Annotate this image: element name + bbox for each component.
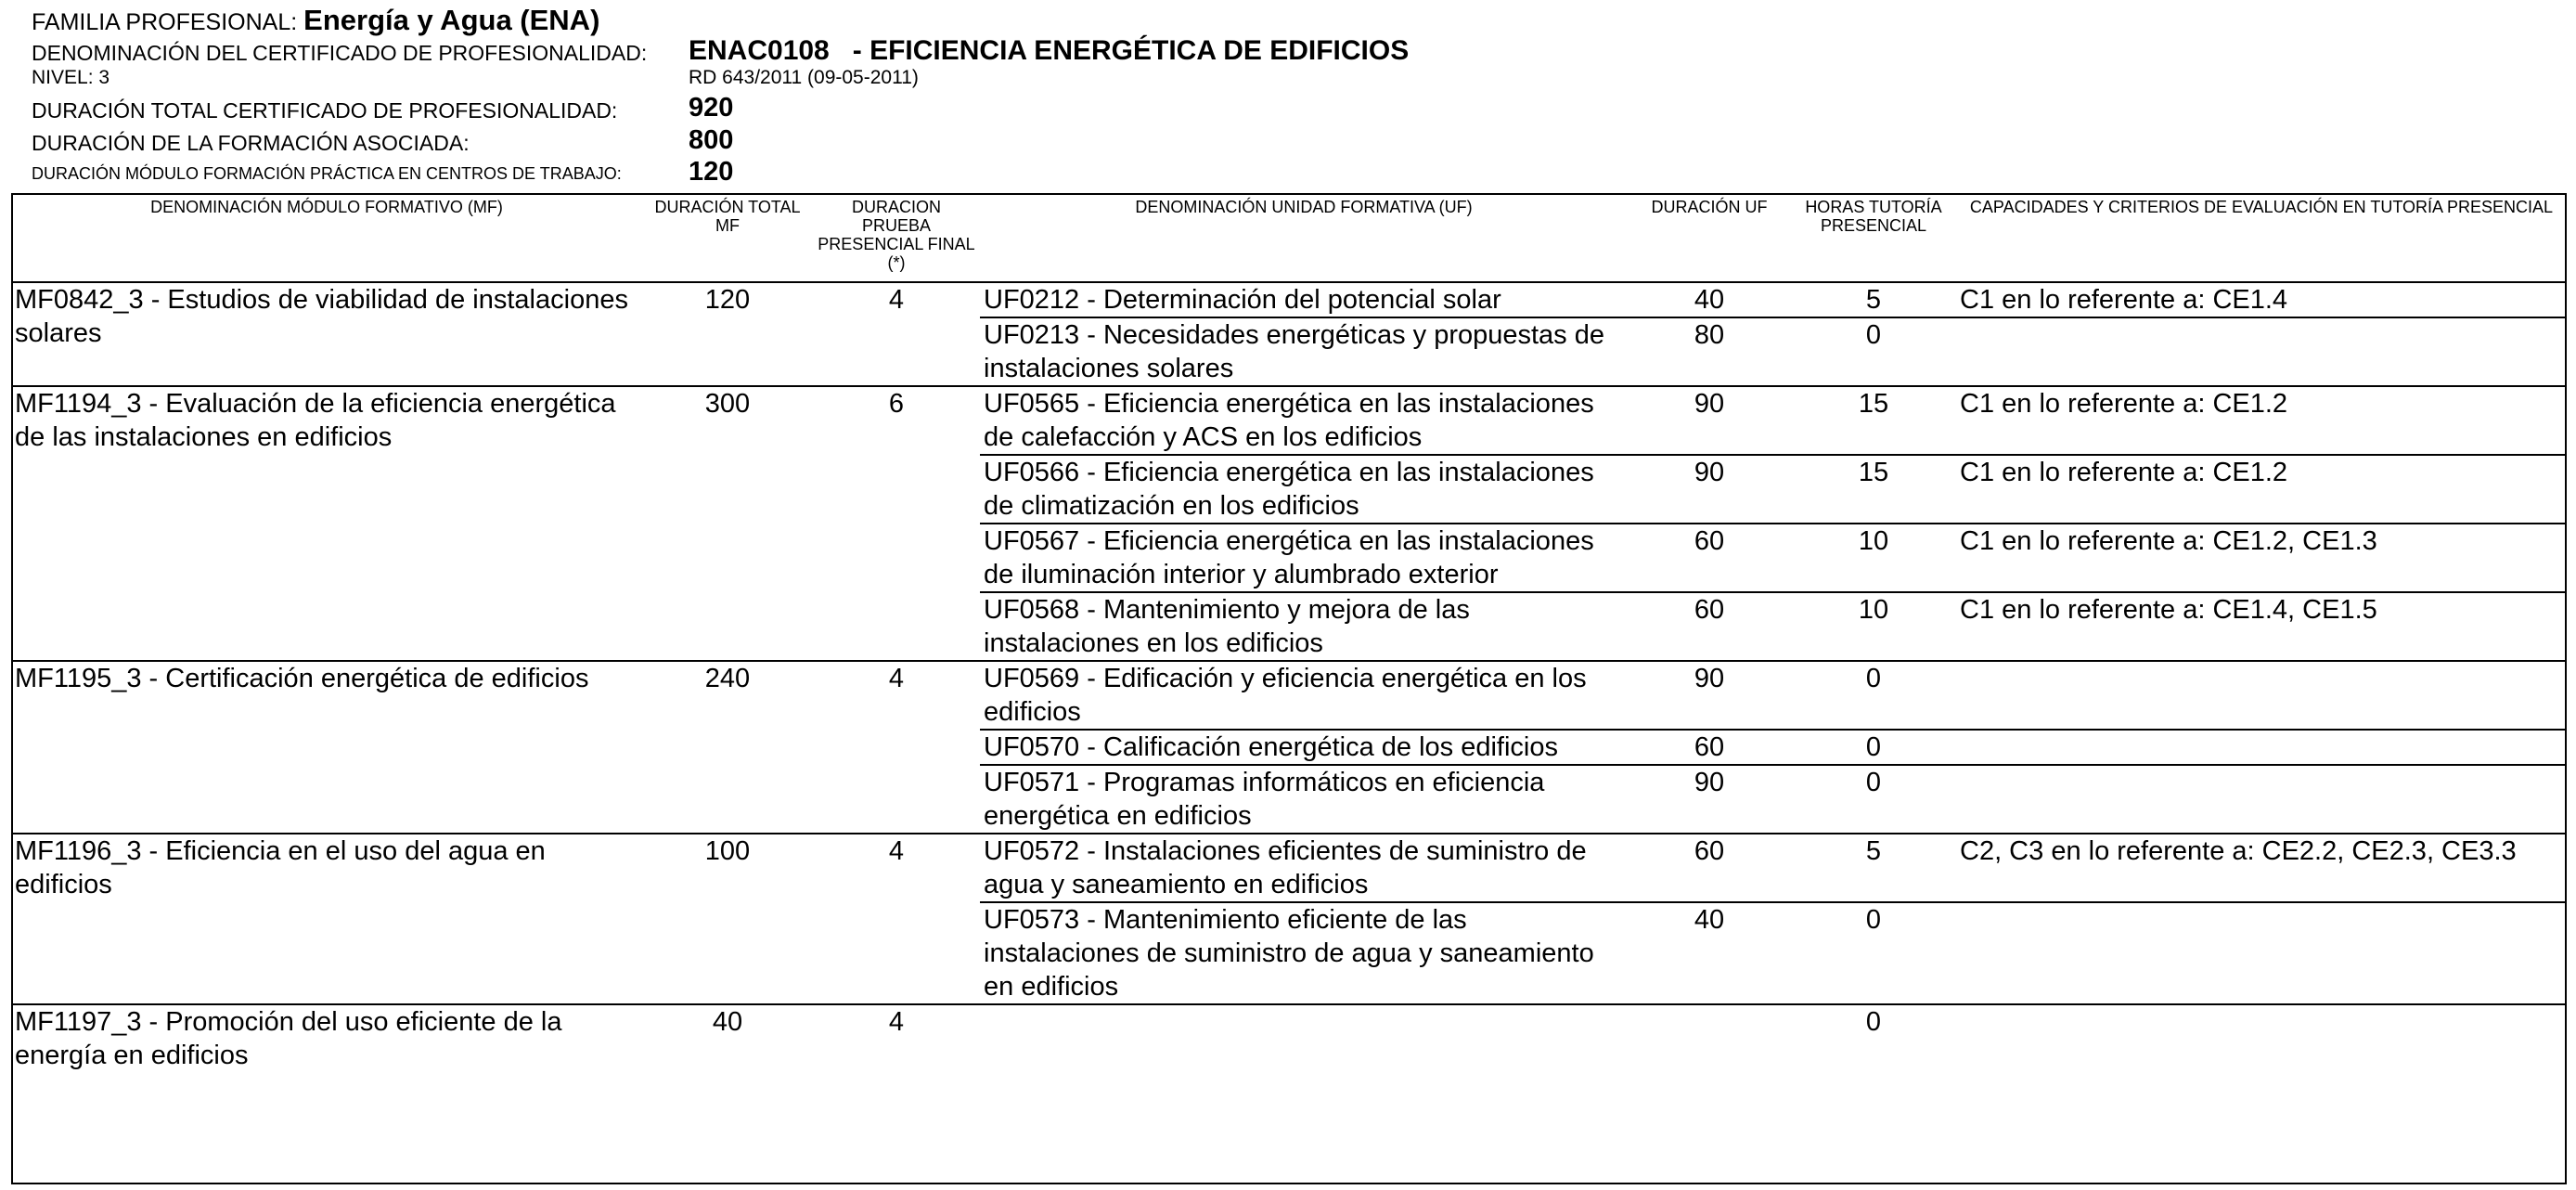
uf-duracion-cell: [1628, 1004, 1791, 1072]
uf-duracion-cell: 40: [1628, 282, 1791, 317]
mf-duracion-cell: 300: [642, 386, 813, 661]
mf-prueba-cell: 4: [813, 1004, 980, 1072]
col-header-duracion-mf: DURACIÓN TOTAL MF: [642, 194, 813, 282]
uf-duracion-cell: 40: [1628, 902, 1791, 1004]
mf-cell: MF0842_3 - Estudios de viabilidad de instalaciones solares: [11, 282, 642, 386]
mf-cell: MF1197_3 - Promoción del uso eficiente de la energía en edificios: [11, 1004, 642, 1072]
table-frame-right: [2565, 193, 2567, 1184]
mf-cell: MF1196_3 - Eficiencia en el uso del agua en edificios: [11, 834, 642, 1004]
uf-horas-cell: 0: [1791, 317, 1956, 386]
uf-cell: UF0212 - Determinación del potencial solar: [980, 282, 1628, 317]
duracion-formacion-label: DURACIÓN DE LA FORMACIÓN ASOCIADA:: [32, 131, 470, 155]
uf-duracion-cell: 90: [1628, 455, 1791, 524]
mf-prueba-cell: 4: [813, 834, 980, 1004]
table-row: [11, 834, 2567, 902]
uf-horas-cell: 5: [1791, 282, 1956, 317]
duracion-formacion-value: 800: [689, 125, 734, 155]
table-row: [11, 661, 2567, 730]
uf-capacidades-cell: C1 en lo referente a: CE1.2: [1956, 455, 2567, 524]
uf-capacidades-cell: [1956, 902, 2567, 1004]
table-row: [11, 386, 2567, 455]
familia-line: [32, 4, 599, 37]
uf-horas-cell: 5: [1791, 834, 1956, 902]
table-row: [11, 282, 2567, 317]
duracion-total-value: 920: [689, 93, 734, 123]
uf-horas-cell: 0: [1791, 661, 1956, 730]
uf-capacidades-cell: C1 en lo referente a: CE1.2: [1956, 386, 2567, 455]
table-header-row: [11, 194, 2567, 282]
uf-horas-cell: 0: [1791, 765, 1956, 834]
uf-cell: UF0568 - Mantenimiento y mejora de las instalaciones en los edificios: [980, 592, 1628, 661]
uf-capacidades-cell: [1956, 1004, 2567, 1072]
familia-value: Energía y Agua (ENA): [303, 4, 600, 36]
mf-duracion-cell: 40: [642, 1004, 813, 1072]
col-header-uf: DENOMINACIÓN UNIDAD FORMATIVA (UF): [980, 194, 1628, 282]
uf-duracion-cell: 90: [1628, 661, 1791, 730]
mf-prueba-cell: 6: [813, 386, 980, 661]
table-frame-bottom: [11, 1183, 2567, 1184]
certificate-title: ENAC0108 - EFICIENCIA ENERGÉTICA DE EDIFICIOS: [689, 35, 1410, 66]
uf-cell: UF0571 - Programas informáticos en eficiencia energética en edificios: [980, 765, 1628, 834]
col-header-mf: DENOMINACIÓN MÓDULO FORMATIVO (MF): [11, 194, 642, 282]
uf-cell: UF0213 - Necesidades energéticas y propuestas de instalaciones solares: [980, 317, 1628, 386]
uf-capacidades-cell: C1 en lo referente a: CE1.4: [1956, 282, 2567, 317]
uf-cell: [980, 1004, 1628, 1072]
uf-capacidades-cell: [1956, 661, 2567, 730]
uf-duracion-cell: 60: [1628, 730, 1791, 765]
mf-duracion-cell: 240: [642, 661, 813, 834]
duracion-practica-label: DURACIÓN MÓDULO FORMACIÓN PRÁCTICA EN CENTROS DE TRABAJO:: [32, 164, 622, 183]
col-header-capacidades: CAPACIDADES Y CRITERIOS DE EVALUACIÓN EN TUTORÍA PRESENCIAL: [1956, 194, 2567, 282]
uf-horas-cell: 0: [1791, 1004, 1956, 1072]
rd-value: RD 643/2011 (09-05-2011): [689, 67, 919, 88]
col-header-prueba: DURACION PRUEBA PRESENCIAL FINAL (*): [813, 194, 980, 282]
mf-duracion-cell: 100: [642, 834, 813, 1004]
table-frame-left: [11, 193, 13, 1184]
uf-duracion-cell: 60: [1628, 592, 1791, 661]
uf-duracion-cell: 60: [1628, 524, 1791, 592]
uf-cell: UF0567 - Eficiencia energética en las instalaciones de iluminación interior y alumbrado exterior: [980, 524, 1628, 592]
uf-capacidades-cell: [1956, 730, 2567, 765]
mf-duracion-cell: 120: [642, 282, 813, 386]
uf-cell: UF0569 - Edificación y eficiencia energética en los edificios: [980, 661, 1628, 730]
uf-capacidades-cell: C1 en lo referente a: CE1.4, CE1.5: [1956, 592, 2567, 661]
denominacion-label: DENOMINACIÓN DEL CERTIFICADO DE PROFESIONALIDAD:: [32, 41, 648, 65]
nivel-label: NIVEL: 3: [32, 67, 110, 88]
uf-duracion-cell: 60: [1628, 834, 1791, 902]
uf-duracion-cell: 80: [1628, 317, 1791, 386]
uf-horas-cell: 0: [1791, 902, 1956, 1004]
col-header-horas: HORAS TUTORÍA PRESENCIAL: [1791, 194, 1956, 282]
uf-capacidades-cell: [1956, 765, 2567, 834]
uf-horas-cell: 15: [1791, 386, 1956, 455]
col-header-duracion-uf: DURACIÓN UF: [1628, 194, 1791, 282]
uf-capacidades-cell: C1 en lo referente a: CE1.2, CE1.3: [1956, 524, 2567, 592]
mf-cell: MF1195_3 - Certificación energética de edificios: [11, 661, 642, 834]
mf-prueba-cell: 4: [813, 282, 980, 386]
uf-horas-cell: 0: [1791, 730, 1956, 765]
uf-horas-cell: 10: [1791, 524, 1956, 592]
uf-cell: UF0572 - Instalaciones eficientes de suministro de agua y saneamiento en edificios: [980, 834, 1628, 902]
uf-duracion-cell: 90: [1628, 386, 1791, 455]
table-row: [11, 1004, 2567, 1072]
duracion-total-label: DURACIÓN TOTAL CERTIFICADO DE PROFESIONALIDAD:: [32, 98, 618, 123]
mf-cell: MF1194_3 - Evaluación de la eficiencia energética de las instalaciones en edificios: [11, 386, 642, 661]
uf-horas-cell: 10: [1791, 592, 1956, 661]
uf-cell: UF0566 - Eficiencia energética en las instalaciones de climatización en los edificios: [980, 455, 1628, 524]
uf-horas-cell: 15: [1791, 455, 1956, 524]
duracion-practica-value: 120: [689, 157, 734, 187]
modules-table: [11, 193, 2567, 1072]
uf-capacidades-cell: C2, C3 en lo referente a: CE2.2, CE2.3, CE3.3: [1956, 834, 2567, 902]
uf-duracion-cell: 90: [1628, 765, 1791, 834]
mf-prueba-cell: 4: [813, 661, 980, 834]
familia-label: FAMILIA PROFESIONAL:: [32, 9, 298, 35]
uf-cell: UF0573 - Mantenimiento eficiente de las instalaciones de suministro de agua y saneamiento en edificios: [980, 902, 1628, 1004]
uf-capacidades-cell: [1956, 317, 2567, 386]
uf-cell: UF0565 - Eficiencia energética en las instalaciones de calefacción y ACS en los edificios: [980, 386, 1628, 455]
uf-cell: UF0570 - Calificación energética de los edificios: [980, 730, 1628, 765]
